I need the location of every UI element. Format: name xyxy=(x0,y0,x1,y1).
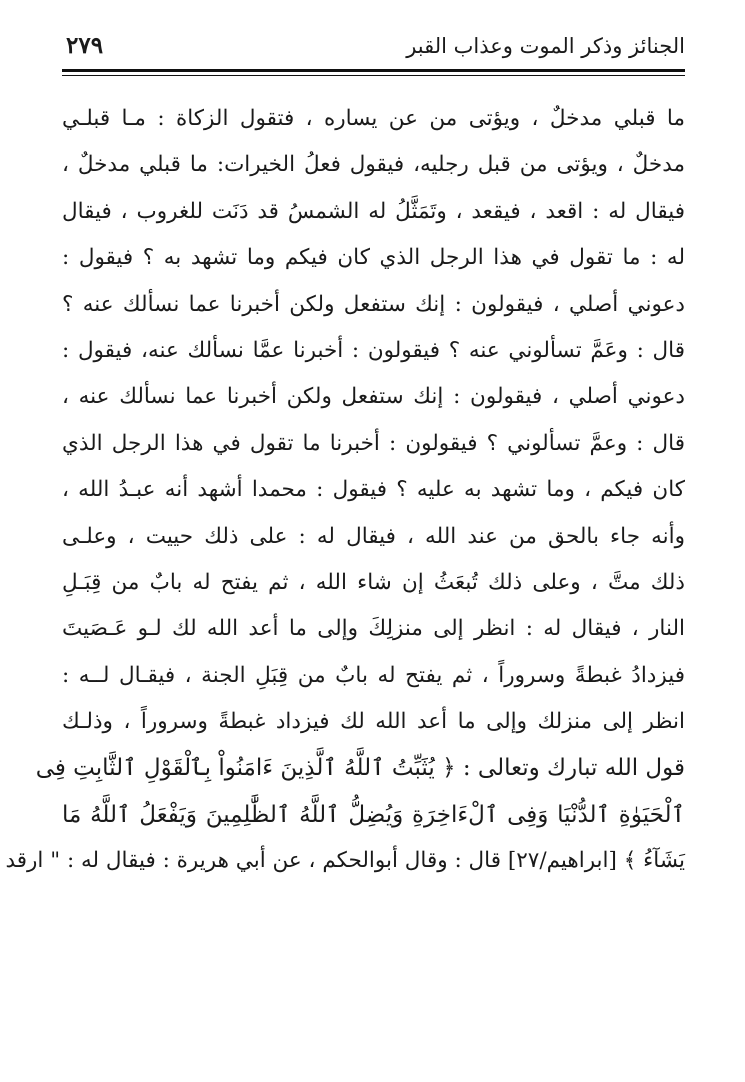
page-header xyxy=(62,28,685,68)
text-line: ما قبلي مدخلٌ ، ويؤتى من عن يساره ، فتقول الزكاة : مـا قبلـي xyxy=(62,106,685,131)
page-number: ٢٧٩ xyxy=(66,32,104,59)
quran-verse-line: قول الله تبارك وتعالى : ﴿ يُثَبِّتُ ٱللَّهُ ٱلَّذِينَ ءَامَنُواْ بِٱلْقَوْلِ ٱلثَّابِتِ فِى xyxy=(35,755,685,782)
text-line: وأنه جاء بالحق من عند الله ، فيقال له : على ذلك حييت ، وعلـى xyxy=(62,523,685,549)
quran-verse-line: ٱلْحَيَوٰةِ ٱلدُّنْيَا وَفِى ٱلْءَاخِرَةِ وَيُضِلُّ ٱللَّهُ ٱلظَّٰلِمِينَ وَيَفْعَلُ ٱللَّهُ مَا xyxy=(62,801,685,828)
text-line: كان فيكم ، وما تشهد به عليه ؟ فيقول : محمدا أشهد أنه عبـدُ الله ، xyxy=(62,477,685,503)
body-text xyxy=(5,96,685,885)
header-rule-thin xyxy=(62,75,685,76)
text-line: دعوني أصلي ، فيقولون : إنك ستفعل ولكن أخبرنا عما نسألك عنه ، xyxy=(62,384,685,410)
text-line: فيزدادُ غبطةً وسروراً ، ثم يفتح له بابٌ من قِبَلِ الجنة ، فيقـال لــه : xyxy=(62,662,685,688)
header-rule-thick xyxy=(62,69,685,72)
text-line: له : ما تقول في هذا الرجل الذي كان فيكم وما تشهد به ؟ فيقول : xyxy=(62,245,685,271)
text-line: ذلك متَّ ، وعلى ذلك تُبعَثُ إن شاء الله ، ثم يفتح له بابٌ من قِبَـلِ xyxy=(62,569,685,595)
text-line: مدخلٌ ، ويؤتى من قبل رجليه، فيقول فعلُ الخيرات: ما قبلي مدخلٌ ، xyxy=(62,152,685,178)
text-line: قال : وعمَّ تسألوني ؟ فيقولون : أخبرنا ما تقول في هذا الرجل الذي xyxy=(62,430,685,456)
text-line: انظر إلى منزلك وإلى ما أعد الله لك فيزداد غبطةً وسروراً ، وذلـك xyxy=(62,709,685,735)
text-line: يَشَآءُ ﴾ [ابراهيم/٢٧] قال : وقال أبوالحكم ، عن أبي هريرة : فيقال له : " ارقد xyxy=(5,848,685,874)
text-line: قال : وعَمَّ تسألوني عنه ؟ فيقولون : أخبرنا عمَّا نسألك عنه، فيقول : xyxy=(62,337,685,363)
text-line: النار ، فيقال له : انظر إلى منزلِكَ وإلى ما أعد الله لك لـو عَـصَيتَ xyxy=(62,616,685,642)
text-line: دعوني أصلي ، فيقولون : إنك ستفعل ولكن أخبرنا عما نسألك عنه ؟ xyxy=(62,291,685,317)
running-title: الجنائز وذكر الموت وعذاب القبر xyxy=(406,34,685,58)
text-line: فيقال له : اقعد ، فيقعد ، وتَمَثَّلُ له الشمسُ قد دَنَت للغروب ، فيقال xyxy=(62,198,685,224)
